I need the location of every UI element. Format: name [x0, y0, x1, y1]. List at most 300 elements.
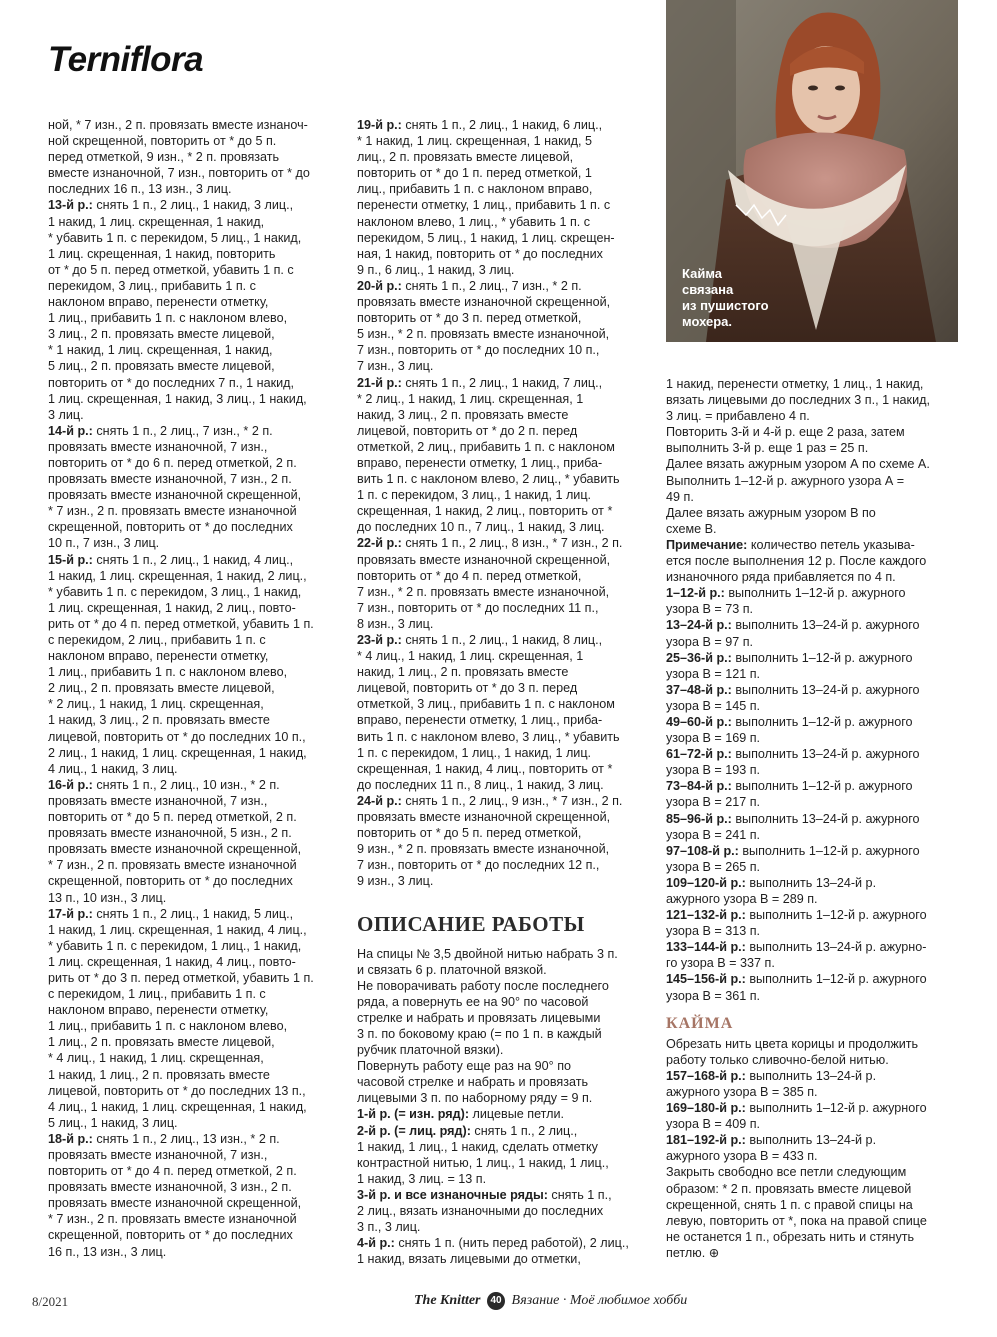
text-line [357, 181, 649, 197]
text-line [48, 1002, 344, 1018]
line-text: Не поворачивать работу после последнего [357, 978, 609, 993]
text-line [48, 375, 344, 391]
line-text: накид, 1 лиц., 2 п. провязать вместе [357, 665, 569, 680]
text-line [48, 342, 344, 358]
text-line [357, 664, 649, 680]
line-text: 5 лиц., 2 п. провязать вместе лицевой, [48, 359, 275, 374]
line-text: выполнить 13–24-й р. ажурного [731, 747, 920, 762]
text-line [48, 745, 344, 761]
text-line [666, 1229, 962, 1245]
text-line [48, 310, 344, 326]
text-line [48, 1147, 344, 1163]
text-line [48, 326, 344, 342]
row-label: 109–120-й р.: [666, 875, 746, 890]
line-text: * убавить 1 п. с перекидом, 1 лиц., 1 накид, [48, 938, 302, 953]
row-label: 25–36-й р.: [666, 650, 732, 665]
line-text: левую, повторить от *, пока на правой спице [666, 1213, 927, 1228]
line-text: 3 лиц. = прибавлено 4 п. [666, 409, 810, 424]
text-line [48, 149, 344, 165]
line-text: лицевой, повторить от * до 3 п. перед [357, 681, 578, 696]
line-text: провязать вместе изнаночной скрещенной, [357, 552, 611, 567]
text-line [48, 873, 344, 889]
row-label: 3-й р. и все изнаночные ряды: [357, 1187, 548, 1202]
text-line [357, 519, 649, 535]
text-line [48, 648, 344, 664]
row-label: 15-й р.: [48, 552, 93, 567]
row-label: 157–168-й р.: [666, 1068, 746, 1083]
line-text: * убавить 1 п. с перекидом, 5 лиц., 1 накид, [48, 230, 302, 245]
line-text: выполнить 1–12-й р. ажурного [731, 714, 913, 729]
text-line [666, 730, 962, 746]
magazine-subtitle: Вязание · Моё любимое хобби [511, 1293, 688, 1309]
column-left [48, 117, 344, 1260]
text-line [357, 873, 649, 889]
line-text: 5 изн., * 2 п. провязать вместе изнаночной, [357, 327, 610, 342]
text-line [48, 165, 344, 181]
line-text: рить от * до 4 п. перед отметкой, убавить 1 п. [48, 616, 314, 631]
text-line [48, 294, 344, 310]
line-text: вить 1 п. с наклоном влево, 3 лиц., * убавить [357, 729, 620, 744]
text-line [48, 391, 344, 407]
line-text: 3 п. по боковому краю (= по 1 п. в каждый [357, 1026, 602, 1041]
line-text: * 4 лиц., 1 накид, 1 лиц. скрещенная, [48, 1051, 264, 1066]
row-label: Примечание: [666, 537, 748, 552]
line-text: 2 лиц., вязать изнаночными до последних [357, 1204, 604, 1218]
text-line [48, 407, 344, 423]
text-line [357, 809, 649, 825]
border-heading: КАЙМА [666, 1014, 734, 1032]
row-label: 18-й р.: [48, 1131, 93, 1146]
text-line [357, 1123, 649, 1139]
text-line [666, 875, 962, 891]
text-line [48, 133, 344, 149]
text-line [48, 117, 344, 133]
text-line [666, 376, 962, 392]
text-line [48, 809, 344, 825]
line-text: повторить от * до 4 п. перед отметкой, [357, 568, 582, 583]
line-text: снять 1 п., 2 лиц., 1 накид, 6 лиц., [401, 118, 603, 132]
line-text: снять 1 п., 2 лиц., 9 изн., * 7 изн., 2 п. [401, 793, 623, 808]
line-text: выполнить 13–24-й р. ажурного [731, 811, 920, 826]
text-line [357, 165, 649, 181]
line-text: отметкой, 3 лиц., прибавить 1 п. с наклоном [357, 697, 615, 712]
text-line [666, 1052, 962, 1068]
row-label: 16-й р.: [48, 777, 93, 792]
text-line [357, 729, 649, 745]
line-text: скрещенной, повторить от * до последних [48, 520, 293, 535]
text-line [666, 1148, 962, 1164]
line-text: 1 п. с перекидом, 1 лиц., 1 накид, 1 лиц. [357, 745, 592, 760]
text-line [357, 962, 649, 978]
row-label: 20-й р.: [357, 278, 402, 293]
text-line [666, 666, 962, 682]
line-text: 1 накид, перенести отметку, 1 лиц., 1 накид, [666, 377, 924, 391]
text-line [666, 971, 962, 987]
photo-caption: Кайма связана из пушистого мохера. [682, 266, 769, 329]
line-text: 1 лиц. скрещенная, 1 накид, 3 лиц., 1 накид, [48, 391, 307, 406]
text-line [48, 664, 344, 680]
text-line [357, 1187, 649, 1203]
text-line [666, 811, 962, 827]
border-instructions [666, 1036, 962, 1261]
text-line [357, 1074, 649, 1090]
line-text: часовой стрелке и набрать и провязать [357, 1075, 589, 1090]
text-line [666, 682, 962, 698]
line-text: провязать вместе изнаночной, 7 изн., 2 п. [48, 472, 292, 487]
text-line [48, 503, 344, 519]
line-text: ной, * 7 изн., 2 п. провязать вместе изнаноч- [48, 118, 308, 132]
text-line [48, 230, 344, 246]
line-text: выполнить 13–24-й р. [745, 1133, 877, 1148]
line-text: 7 изн., повторить от * до последних 10 п., [357, 343, 600, 358]
text-line [48, 1083, 344, 1099]
line-text: узора В = 97 п. [666, 634, 754, 649]
line-text: 5 лиц., 1 накид, 3 лиц. [48, 1115, 178, 1130]
line-text: ная, 1 накид, повторить от * до последних [357, 246, 603, 261]
line-text: Закрыть свободно все петли следующим [666, 1165, 907, 1180]
text-line [666, 537, 962, 553]
text-line [48, 729, 344, 745]
line-text: выполнить 1–12-й р. ажурного [745, 908, 927, 923]
line-text: выполнить 1–12-й р. ажурного [745, 972, 927, 987]
line-text: снять 1 п., 2 лиц., 1 накид, 4 лиц., [92, 552, 294, 567]
text-line [357, 857, 649, 873]
text-line [48, 1131, 344, 1147]
text-line [357, 149, 649, 165]
line-text: 4 лиц., 1 накид, 1 лиц. скрещенная, 1 накид, [48, 1099, 307, 1114]
line-text: Далее вязать ажурным узором В по [666, 505, 876, 520]
text-line [357, 600, 649, 616]
line-text: и связать 6 р. платочной вязкой. [357, 962, 547, 977]
line-text: с перекидом, 2 лиц., прибавить 1 п. с [48, 633, 266, 647]
text-line [666, 891, 962, 907]
text-line [357, 1203, 649, 1219]
line-text: лиц., 2 п. провязать вместе лицевой, [357, 150, 574, 165]
line-text: перекидом, 5 лиц., 1 накид, 1 лиц. скрещен- [357, 230, 615, 245]
text-line [357, 197, 649, 213]
line-text: выполнить 1–12-й р. ажурного [724, 586, 906, 601]
line-text: снять 1 п., 2 лиц., 1 накид, 3 лиц., [92, 198, 294, 213]
row-label: 2-й р. (= лиц. ряд): [357, 1123, 471, 1138]
line-text: повторить от * до 3 п. перед отметкой, [357, 311, 582, 326]
line-text: узора В = 73 п. [666, 602, 754, 617]
line-text: 9 изн., * 2 п. провязать вместе изнаночной, [357, 842, 610, 857]
text-line [666, 408, 962, 424]
line-text: узора В = 145 п. [666, 698, 761, 713]
line-text: ряда, а повернуть ее на 90° по часовой [357, 994, 589, 1009]
line-text: провязать вместе изнаночной скрещенной, [48, 842, 302, 857]
text-line [48, 358, 344, 374]
line-text: с перекидом, 1 лиц., прибавить 1 п. с [48, 987, 266, 1002]
line-text: вправо, перенести отметку, 1 лиц., приба- [357, 713, 603, 728]
line-text: выполнить 1–12-й р. ажурного [731, 779, 913, 794]
line-text: 1 накид, 1 лиц., 1 накид, сделать отметку [357, 1139, 598, 1154]
line-text: ажурного узора В = 385 п. [666, 1084, 818, 1099]
line-text: Повторить 3-й и 4-й р. еще 2 раза, затем [666, 425, 905, 440]
text-line [48, 439, 344, 455]
line-text: * 4 лиц., 1 накид, 1 лиц. скрещенная, 1 [357, 649, 584, 664]
text-line [357, 117, 649, 133]
text-line [357, 1042, 649, 1058]
text-line [666, 489, 962, 505]
text-line [666, 827, 962, 843]
line-text: до последних 10 п., 7 лиц., 1 накид, 3 лиц. [357, 520, 605, 535]
text-line [666, 456, 962, 472]
text-line [666, 1068, 962, 1084]
text-line [666, 698, 962, 714]
text-line [48, 1034, 344, 1050]
text-line [666, 505, 962, 521]
text-line [357, 1090, 649, 1106]
text-line [48, 906, 344, 922]
row-label: 24-й р.: [357, 793, 402, 808]
text-line [666, 762, 962, 778]
line-text: провязать вместе изнаночной скрещенной, [48, 1196, 302, 1211]
text-line [357, 294, 649, 310]
issue-number: 8/2021 [32, 1294, 69, 1309]
line-text: * убавить 1 п. с перекидом, 3 лиц., 1 накид, [48, 584, 302, 599]
line-text: выполнить 1–12-й р. ажурного [738, 843, 920, 858]
text-line [666, 424, 962, 440]
text-line [48, 1050, 344, 1066]
text-line [357, 841, 649, 857]
line-text: 16 п., 13 изн., 3 лиц. [48, 1244, 167, 1259]
page-footer [0, 1290, 997, 1320]
line-text: 1 накид, 1 лиц. скрещенная, 1 накид, 4 лиц., [48, 922, 307, 937]
line-text: снять 1 п., 2 лиц., 13 изн., * 2 п. [92, 1131, 280, 1146]
line-text: выполнить 13–24-й р. [745, 1068, 877, 1083]
page-title: Terniflora [48, 40, 204, 79]
line-text: узора В = 241 п. [666, 827, 761, 842]
line-text: повторить от * до 1 п. перед отметкой, 1 [357, 166, 592, 181]
line-text: образом: * 2 п. провязать вместе лицевой [666, 1181, 912, 1196]
text-line [666, 778, 962, 794]
text-line [48, 278, 344, 294]
text-line [666, 1181, 962, 1197]
line-text: 3 п., 3 лиц. [357, 1220, 421, 1235]
text-line [357, 680, 649, 696]
text-line [357, 535, 649, 551]
line-text: 7 изн., * 2 п. провязать вместе изнаночной, [357, 584, 610, 599]
text-line [666, 746, 962, 762]
line-text: провязать вместе изнаночной, 7 изн., [48, 1148, 268, 1162]
text-line [357, 761, 649, 777]
line-text: провязать вместе изнаночной скрещенной, [48, 488, 302, 503]
text-line [357, 262, 649, 278]
line-text: узора В = 169 п. [666, 731, 761, 746]
text-line [666, 521, 962, 537]
text-line [48, 1018, 344, 1034]
line-text: На спицы № 3,5 двойной нитью набрать 3 п. [357, 946, 618, 961]
column-middle [357, 117, 649, 1267]
line-text: снять 1 п., 2 лиц., 1 накид, 5 лиц., [92, 906, 294, 921]
text-line [357, 1106, 649, 1122]
text-line [48, 584, 344, 600]
line-text: 49 п. [666, 489, 694, 504]
line-text: наклоном вправо, перенести отметку, [48, 1003, 269, 1018]
line-text: 1 лиц., прибавить 1 п. с наклоном влево, [48, 1019, 288, 1034]
row-label: 23-й р.: [357, 633, 402, 647]
row-label: 19-й р.: [357, 118, 402, 132]
line-text: изнаночного ряда прибавляется по 4 п. [666, 570, 896, 585]
line-text: узора В = 265 п. [666, 859, 761, 874]
text-line [48, 262, 344, 278]
text-line [357, 391, 649, 407]
line-text: перед отметкой, 9 изн., * 2 п. провязать [48, 150, 280, 165]
line-text: вместе изнаночной, 7 изн., повторить от * до [48, 166, 310, 181]
line-text: 7 изн., 3 лиц. [357, 359, 434, 374]
text-line [48, 568, 344, 584]
line-text: 1 лиц., прибавить 1 п. с наклоном влево, [48, 665, 288, 680]
text-line [48, 1067, 344, 1083]
line-text: * 1 накид, 1 лиц. скрещенная, 1 накид, 5 [357, 134, 592, 149]
text-line [357, 1058, 649, 1074]
line-text: вправо, перенести отметку, 1 лиц., приба- [357, 455, 603, 470]
text-line [48, 600, 344, 616]
text-line [357, 793, 649, 809]
text-line [357, 439, 649, 455]
text-line [48, 890, 344, 906]
line-text: ется после выполнения 12 р. После каждого [666, 554, 927, 569]
text-line [48, 471, 344, 487]
text-line [666, 553, 962, 569]
text-line [666, 634, 962, 650]
line-text: узора В = 409 п. [666, 1117, 761, 1132]
text-line [666, 955, 962, 971]
text-line [48, 712, 344, 728]
text-line [357, 994, 649, 1010]
row-label: 21-й р.: [357, 375, 402, 390]
text-line [357, 1155, 649, 1171]
line-text: рубчик платочной вязки). [357, 1043, 504, 1058]
row-label: 97–108-й р.: [666, 843, 739, 858]
line-text: 3 лиц. [48, 407, 84, 422]
row-label: 1–12-й р.: [666, 586, 725, 601]
line-text: наклоном влево, 1 лиц., * убавить 1 п. с [357, 214, 591, 229]
line-text: 1 накид, 1 лиц. скрещенная, 1 накид, [48, 214, 265, 229]
line-text: 7 изн., повторить от * до последних 11 п., [357, 600, 599, 615]
line-text: ажурного узора В = 433 п. [666, 1149, 818, 1164]
text-line [48, 1163, 344, 1179]
line-text: узора В = 193 п. [666, 763, 761, 778]
line-text: снять 1 п., 2 лиц., [470, 1123, 578, 1138]
text-line [357, 1139, 649, 1155]
line-text: го узора В = 337 п. [666, 956, 775, 971]
line-text: выполнить 1–12-й р. ажурного [731, 650, 913, 665]
text-line [357, 310, 649, 326]
line-text: стрелке и набрать и провязать лицевыми [357, 1010, 601, 1025]
text-line [48, 986, 344, 1002]
text-line [48, 825, 344, 841]
text-line [48, 1244, 344, 1260]
text-line [357, 1026, 649, 1042]
row-label: 73–84-й р.: [666, 779, 732, 794]
text-line [666, 1116, 962, 1132]
row-label: 14-й р.: [48, 423, 93, 438]
text-line [48, 246, 344, 262]
magazine-name: The Knitter [414, 1293, 481, 1309]
text-line [357, 1219, 649, 1235]
line-text: скрещенной, снять 1 п. с правой спицы на [666, 1197, 913, 1212]
text-line [666, 907, 962, 923]
row-label: 37–48-й р.: [666, 682, 732, 697]
line-text: количество петель указыва- [747, 537, 915, 552]
line-text: снять 1 п., 2 лиц., 1 накид, 7 лиц., [401, 375, 603, 390]
line-text: накид, 3 лиц., 2 п. провязать вместе [357, 407, 569, 422]
line-text: скрещенная, 1 накид, 2 лиц., повторить от * [357, 504, 613, 519]
line-text: Выполнить 1–12-й р. ажурного узора А = [666, 473, 905, 488]
text-line [48, 793, 344, 809]
line-text: ной скрещенной, повторить от * до 5 п. [48, 134, 277, 149]
line-text: 1 накид, 1 лиц. скрещенная, 1 накид, 2 лиц., [48, 568, 307, 583]
line-text: * 2 лиц., 1 накид, 1 лиц. скрещенная, 1 [357, 391, 584, 406]
line-text: скрещенной, повторить от * до последних [48, 874, 293, 889]
line-text: лицевой, повторить от * до последних 13 п., [48, 1083, 306, 1098]
column-right [666, 376, 962, 1261]
text-line [357, 568, 649, 584]
line-text: рить от * до 3 п. перед отметкой, убавить 1 п. [48, 970, 314, 985]
line-text: последних 16 п., 13 изн., 3 лиц. [48, 182, 232, 197]
text-line [357, 214, 649, 230]
text-line [666, 473, 962, 489]
text-line [357, 648, 649, 664]
line-text: 3 лиц., 2 п. провязать вместе лицевой, [48, 327, 275, 342]
line-text: 1 накид, вязать лицевыми до отметки, [357, 1252, 581, 1267]
line-text: провязать вместе изнаночной, 7 изн., [48, 793, 268, 808]
line-text: лицевыми 3 п. по наборному ряду = 9 п. [357, 1091, 593, 1106]
line-text: выполнить 3-й р. еще 1 раз = 25 п. [666, 441, 869, 456]
text-line [357, 552, 649, 568]
line-text: снять 1 п., [547, 1187, 612, 1202]
line-text: наклоном вправо, перенести отметку, [48, 649, 269, 664]
line-text: петлю. ⊕ [666, 1245, 720, 1260]
line-text: лицевой, повторить от * до 2 п. перед [357, 423, 578, 438]
line-text: 1 лиц. скрещенная, 1 накид, повторить [48, 246, 276, 261]
line-text: * 7 изн., 2 п. провязать вместе изнаночной [48, 858, 297, 873]
line-text: от * до 5 п. перед отметкой, убавить 1 п. с [48, 262, 294, 277]
line-text: снять 1 п., 2 лиц., 7 изн., * 2 п. [92, 423, 273, 438]
row-label: 61–72-й р.: [666, 747, 732, 762]
text-line [357, 712, 649, 728]
line-text: 7 изн., повторить от * до последних 12 п., [357, 858, 600, 873]
line-text: лицевые петли. [469, 1107, 565, 1122]
row-label: 133–144-й р.: [666, 940, 746, 955]
text-line [666, 859, 962, 875]
line-text: скрещенной, повторить от * до последних [48, 1228, 293, 1243]
text-line [357, 278, 649, 294]
text-line [357, 487, 649, 503]
line-text: 1 лиц., 2 п. провязать вместе лицевой, [48, 1035, 275, 1050]
line-text: * 1 накид, 1 лиц. скрещенная, 1 накид, [48, 343, 273, 358]
text-line [666, 843, 962, 859]
text-line [48, 423, 344, 439]
text-line [357, 375, 649, 391]
text-line [666, 569, 962, 585]
text-line [48, 1099, 344, 1115]
text-line [48, 954, 344, 970]
text-line [357, 1171, 649, 1187]
text-line [48, 197, 344, 213]
line-text: снять 1 п., 2 лиц., 8 изн., * 7 изн., 2 п. [401, 536, 623, 551]
line-text: лицевой, повторить от * до последних 10 п., [48, 729, 306, 744]
text-line [666, 988, 962, 1004]
line-text: скрещенная, 1 накид, 4 лиц., повторить от * [357, 761, 613, 776]
text-line [48, 519, 344, 535]
line-text: провязать вместе изнаночной, 7 изн., [48, 439, 268, 454]
model-photo [666, 0, 958, 342]
line-text: 1 накид, 3 лиц., 2 п. провязать вместе [48, 713, 270, 728]
right-instructions [666, 376, 962, 1004]
